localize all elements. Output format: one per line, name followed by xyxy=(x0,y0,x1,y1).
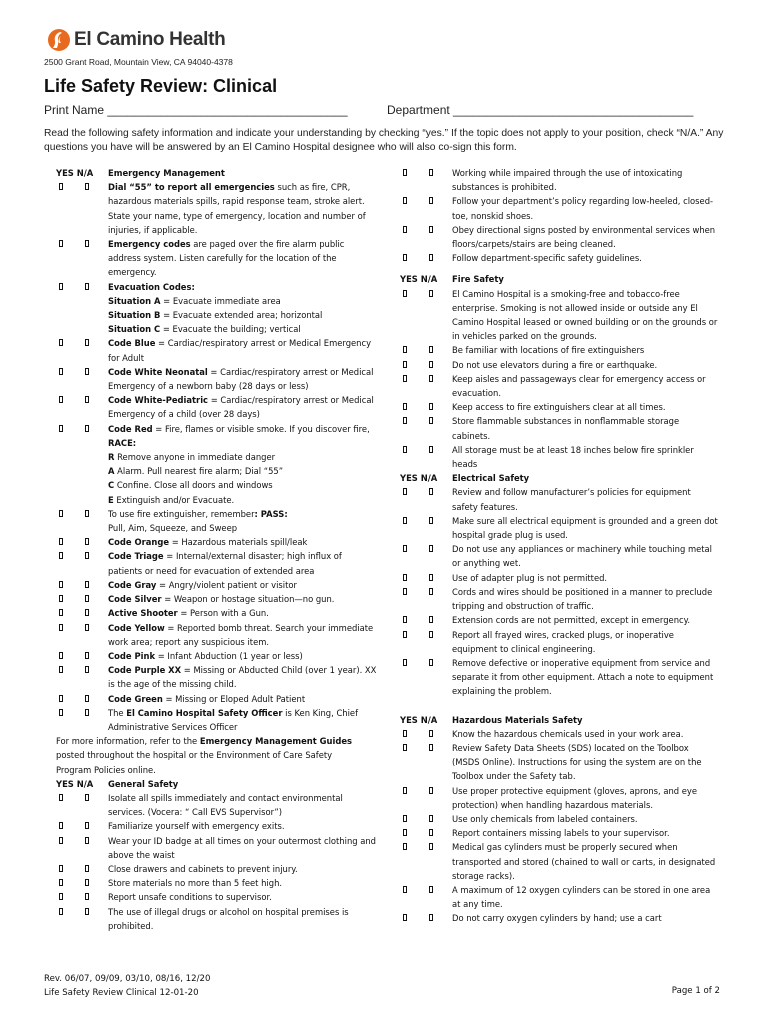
checklist-item: Use proper protective equipment (gloves, aprons, and eye protection) when handling hazardous materials. xyxy=(400,784,718,812)
na-checkbox[interactable] xyxy=(85,609,89,616)
checklist-item: Code Triage = Internal/external disaster; high influx of patients or need for evacuation of extended area xyxy=(56,549,378,577)
checklist-item: Report all frayed wires, cracked plugs, or inoperative equipment to clinical engineering. xyxy=(400,628,718,656)
na-checkbox[interactable] xyxy=(429,545,433,552)
na-checkbox[interactable] xyxy=(85,837,89,844)
checklist-item: Code Pink = Infant Abduction (1 year or less) xyxy=(56,649,378,663)
na-checkbox[interactable] xyxy=(85,822,89,829)
na-checkbox[interactable] xyxy=(85,183,89,190)
checklist-item: Code Green = Missing or Eloped Adult Patient xyxy=(56,692,378,706)
yes-checkbox[interactable] xyxy=(59,425,63,432)
na-checkbox[interactable] xyxy=(85,552,89,559)
na-checkbox[interactable] xyxy=(85,695,89,702)
na-checkbox[interactable] xyxy=(85,652,89,659)
section-header-general: YES N/A General Safety xyxy=(56,778,179,789)
checklist-item: Make sure all electrical equipment is grounded and a green dot hospital grade plug is used. xyxy=(400,514,718,542)
checklist-item: Code Gray = Angry/violent patient or visitor xyxy=(56,578,378,592)
section-header-hazardous: YES N/A Hazardous Materials Safety xyxy=(400,714,583,725)
na-checkbox[interactable] xyxy=(429,417,433,424)
yes-checkbox[interactable] xyxy=(59,666,63,673)
checklist-item: Know the hazardous chemicals used in your work area. xyxy=(400,727,718,741)
yes-checkbox[interactable] xyxy=(403,517,407,524)
sub-line: Pull, Aim, Squeeze, and Sweep xyxy=(108,523,238,534)
yes-checkbox[interactable] xyxy=(59,609,63,616)
checklist-item: Code White-Pediatric = Cardiac/respiratory arrest or Medical Emergency of a child (over 28 days) xyxy=(56,393,378,421)
sub-line: Situation C = Evacuate the building; vertical xyxy=(108,324,301,335)
yes-checkbox[interactable] xyxy=(59,893,63,900)
yes-checkbox[interactable] xyxy=(403,914,407,921)
yes-checkbox[interactable] xyxy=(403,545,407,552)
na-checkbox[interactable] xyxy=(429,588,433,595)
na-checkbox[interactable] xyxy=(85,879,89,886)
na-checkbox[interactable] xyxy=(429,815,433,822)
sub-line: C Confine. Close all doors and windows xyxy=(108,480,273,491)
na-checkbox[interactable] xyxy=(85,538,89,545)
section-header-emergency xyxy=(56,166,378,180)
na-checkbox[interactable] xyxy=(429,829,433,836)
item-text: such as fire, CPR, hazardous materials spills, rapid response team, stroke alert. State your name, type of emergency, location and number of injuries, if applicable. xyxy=(108,182,366,235)
checklist-item: Wear your ID badge at all times on your outermost clothing and above the waist xyxy=(56,834,378,862)
yes-checkbox[interactable] xyxy=(403,829,407,836)
yes-checkbox[interactable] xyxy=(59,283,63,290)
yes-checkbox[interactable] xyxy=(403,730,407,737)
checklist-item: Code White Neonatal = Cardiac/respiratory arrest or Medical Emergency of a newborn baby (28 days or less) xyxy=(56,365,378,393)
item-bold: Dial “55” to report all emergencies xyxy=(108,182,275,193)
more-info-paragraph: For more information, refer to the Emergency Management Guides posted throughout the hospital or the Environment of Care Safety Program Policies online. xyxy=(56,736,353,775)
yes-checkbox[interactable] xyxy=(59,396,63,403)
logo xyxy=(48,27,225,53)
na-checkbox[interactable] xyxy=(429,787,433,794)
sub-line: A Alarm. Pull nearest fire alarm; Dial “55” xyxy=(108,466,284,477)
na-checkbox[interactable] xyxy=(429,488,433,495)
na-checkbox[interactable] xyxy=(85,396,89,403)
yes-checkbox[interactable] xyxy=(403,815,407,822)
print-name-field[interactable]: Print Name ____________________________________ xyxy=(44,103,348,117)
yes-checkbox[interactable] xyxy=(403,631,407,638)
yes-checkbox[interactable] xyxy=(403,488,407,495)
yes-checkbox[interactable] xyxy=(403,843,407,850)
sub-line: Situation B = Evacuate extended area; horizontal xyxy=(108,310,323,321)
yes-checkbox[interactable] xyxy=(59,339,63,346)
yes-checkbox[interactable] xyxy=(403,375,407,382)
na-checkbox[interactable] xyxy=(429,659,433,666)
na-checkbox[interactable] xyxy=(429,616,433,623)
yes-checkbox[interactable] xyxy=(59,822,63,829)
checklist-item: A maximum of 12 oxygen cylinders can be stored in one area at any time. xyxy=(400,883,718,911)
checklist-item: Do not use elevators during a fire or earthquake. xyxy=(400,358,718,372)
na-checkbox[interactable] xyxy=(85,240,89,247)
yes-checkbox[interactable] xyxy=(403,574,407,581)
address: 2500 Grant Road, Mountain View, CA 94040-4378 xyxy=(44,57,233,67)
na-checkbox[interactable] xyxy=(85,510,89,517)
yes-checkbox[interactable] xyxy=(59,624,63,631)
el-camino-logo-icon xyxy=(48,27,70,53)
yes-checkbox[interactable] xyxy=(59,879,63,886)
checklist-item: Do not carry oxygen cylinders by hand; use a cart xyxy=(400,911,718,925)
yes-checkbox[interactable] xyxy=(59,865,63,872)
na-checkbox[interactable] xyxy=(429,361,433,368)
yes-checkbox[interactable] xyxy=(59,794,63,801)
footer-revision xyxy=(44,972,210,1000)
na-checkbox[interactable] xyxy=(85,581,89,588)
checklist-item: Review Safety Data Sheets (SDS) located on the Toolbox (MSDS Online). Instructions for using the system are on the Toolbox under the Safety tab. xyxy=(400,741,718,784)
logo-text: El Camino Health xyxy=(74,29,226,50)
checklist-item: Keep access to fire extinguishers clear at all times. xyxy=(400,400,718,414)
na-checkbox[interactable] xyxy=(85,908,89,915)
checklist-item: The use of illegal drugs or alcohol on hospital premises is prohibited. xyxy=(56,905,378,933)
na-checkbox[interactable] xyxy=(85,595,89,602)
left-column xyxy=(56,166,378,933)
yes-checkbox[interactable] xyxy=(403,346,407,353)
checklist-item: Close drawers and cabinets to prevent injury. xyxy=(56,862,378,876)
checklist-item: Obey directional signs posted by environmental services when floors/carpets/stairs are being cleaned. xyxy=(400,223,718,251)
sub-line: E Extinguish and/or Evacuate. xyxy=(108,494,235,505)
yes-checkbox[interactable] xyxy=(59,595,63,602)
yes-checkbox[interactable] xyxy=(59,538,63,545)
yes-checkbox[interactable] xyxy=(403,787,407,794)
na-checkbox[interactable] xyxy=(429,730,433,737)
na-checkbox[interactable] xyxy=(85,865,89,872)
yes-checkbox[interactable] xyxy=(403,886,407,893)
na-checkbox[interactable] xyxy=(85,283,89,290)
checklist-item: El Camino Hospital is a smoking-free and tobacco-free enterprise. Smoking is not allowed inside or outside any El Camino Hospital leased or owned building or on the grounds or in vehicles parked on the grounds. xyxy=(400,287,718,344)
checklist-item: Cords and wires should be positioned in a manner to preclude tripping and obstruction of traffic. xyxy=(400,585,718,613)
section-header-fire: YES N/A Fire Safety xyxy=(400,274,504,285)
yes-checkbox[interactable] xyxy=(403,169,407,176)
na-checkbox[interactable] xyxy=(85,425,89,432)
yes-checkbox[interactable] xyxy=(403,361,407,368)
print-name-row xyxy=(44,103,734,117)
item-text: are paged over the fire alarm public address system. Listen carefully for the location of the emergency. xyxy=(108,239,345,278)
na-checkbox[interactable] xyxy=(429,843,433,850)
checklist-item: Keep aisles and passageways clear for emergency access or evacuation. xyxy=(400,372,718,400)
yes-checkbox[interactable] xyxy=(403,446,407,453)
checklist-item xyxy=(56,280,378,294)
na-checkbox[interactable] xyxy=(85,368,89,375)
yes-na-header: YES N/A xyxy=(56,168,94,178)
na-checkbox[interactable] xyxy=(429,574,433,581)
yes-checkbox[interactable] xyxy=(403,254,407,261)
yes-checkbox[interactable] xyxy=(59,240,63,247)
page-title: Life Safety Review: Clinical xyxy=(44,76,278,96)
checklist-item: The El Camino Hospital Safety Officer is Ken King, Chief Administrative Services Officer xyxy=(56,706,378,734)
section-title: Emergency Management xyxy=(108,168,225,178)
item-bold: Evacuation Codes: xyxy=(108,281,195,292)
checklist-item: Familiarize yourself with emergency exits. xyxy=(56,819,378,833)
document-id: Life Safety Review Clinical 12-01-20 xyxy=(44,988,199,998)
page-number: Page 1 of 2 xyxy=(671,986,720,996)
checklist-item: Store flammable substances in nonflammable storage cabinets. xyxy=(400,414,718,442)
yes-checkbox[interactable] xyxy=(59,183,63,190)
yes-checkbox[interactable] xyxy=(403,744,407,751)
checklist-item: Code Blue = Cardiac/respiratory arrest or Medical Emergency for Adult xyxy=(56,336,378,364)
checklist-item: Do not use any appliances or machinery while touching metal or anything wet. xyxy=(400,542,718,570)
checklist-item: Medical gas cylinders must be properly secured when transported and stored (chained to wall or carts, in designated storage racks). xyxy=(400,840,718,883)
yes-checkbox[interactable] xyxy=(59,709,63,716)
checklist-item: Code Yellow = Reported bomb threat. Search your immediate work area; report any suspicious item. xyxy=(56,621,378,649)
checklist-item: Active Shooter = Person with a Gun. xyxy=(56,606,378,620)
na-checkbox[interactable] xyxy=(429,290,433,297)
checklist-item xyxy=(56,237,378,280)
checklist-item: To use fire extinguisher, remember: PASS: xyxy=(56,507,378,521)
department-field[interactable]: Department ____________________________________ xyxy=(387,103,694,117)
checklist-item xyxy=(56,180,378,237)
yes-checkbox[interactable] xyxy=(59,552,63,559)
checklist-item: Follow your department’s policy regarding low-heeled, closed-toe, nonskid shoes. xyxy=(400,194,718,222)
yes-checkbox[interactable] xyxy=(59,695,63,702)
na-checkbox[interactable] xyxy=(429,914,433,921)
na-checkbox[interactable] xyxy=(429,886,433,893)
na-checkbox[interactable] xyxy=(429,169,433,176)
checklist-item: Code Purple XX = Missing or Abducted Child (over 1 year). XX is the age of the missing child. xyxy=(56,663,378,691)
na-checkbox[interactable] xyxy=(85,709,89,716)
na-checkbox[interactable] xyxy=(85,794,89,801)
na-checkbox[interactable] xyxy=(429,403,433,410)
right-column xyxy=(400,166,718,926)
sub-line: R Remove anyone in immediate danger xyxy=(108,452,276,463)
na-checkbox[interactable] xyxy=(429,446,433,453)
checklist-item: Code Silver = Weapon or hostage situation—no gun. xyxy=(56,592,378,606)
sub-line: Situation A = Evacuate immediate area xyxy=(108,295,281,306)
na-checkbox[interactable] xyxy=(429,346,433,353)
na-checkbox[interactable] xyxy=(429,517,433,524)
checklist-item: Follow department-specific safety guidelines. xyxy=(400,251,718,265)
na-checkbox[interactable] xyxy=(85,339,89,346)
na-checkbox[interactable] xyxy=(429,375,433,382)
yes-checkbox[interactable] xyxy=(59,652,63,659)
checklist-item: Store materials no more than 5 feet high. xyxy=(56,876,378,890)
checklist-item: Use of adapter plug is not permitted. xyxy=(400,571,718,585)
na-checkbox[interactable] xyxy=(85,666,89,673)
checklist-item: Isolate all spills immediately and contact environmental services. (Vocera: “ Call EVS Supervisor”) xyxy=(56,791,378,819)
na-checkbox[interactable] xyxy=(85,893,89,900)
yes-checkbox[interactable] xyxy=(403,197,407,204)
na-checkbox[interactable] xyxy=(85,624,89,631)
revision-dates: Rev. 06/07, 09/09, 03/10, 08/16, 12/20 xyxy=(44,974,211,984)
checklist-item: Working while impaired through the use of intoxicating substances is prohibited. xyxy=(400,166,718,194)
yes-checkbox[interactable] xyxy=(403,659,407,666)
na-checkbox[interactable] xyxy=(429,631,433,638)
checklist-item: Code Orange = Hazardous materials spill/leak xyxy=(56,535,378,549)
checklist-item: Report unsafe conditions to supervisor. xyxy=(56,890,378,904)
intro-text: Read the following safety information and indicate your understanding by checking “yes.” If the topic does not apply to your position, check “N/A.” Any questions you have will be answered by an El Camino Hospital designee who will also co-sign this form. xyxy=(44,128,724,153)
na-checkbox[interactable] xyxy=(429,254,433,261)
checklist-item: Be familiar with locations of fire extinguishers xyxy=(400,343,718,357)
yes-checkbox[interactable] xyxy=(403,226,407,233)
checklist-item: Code Red = Fire, flames or visible smoke. If you discover fire, RACE: xyxy=(56,422,378,450)
yes-checkbox[interactable] xyxy=(403,616,407,623)
yes-checkbox[interactable] xyxy=(403,403,407,410)
checklist-item: All storage must be at least 18 inches below fire sprinkler heads xyxy=(400,443,718,471)
yes-checkbox[interactable] xyxy=(403,588,407,595)
checklist-item: Report containers missing labels to your supervisor. xyxy=(400,826,718,840)
na-checkbox[interactable] xyxy=(429,197,433,204)
yes-checkbox[interactable] xyxy=(403,417,407,424)
yes-checkbox[interactable] xyxy=(59,510,63,517)
yes-checkbox[interactable] xyxy=(59,581,63,588)
checklist-item: Remove defective or inoperative equipment from service and separate it from other equipment. Attach a note to equipment explaining the problem. xyxy=(400,656,718,699)
yes-checkbox[interactable] xyxy=(59,368,63,375)
checklist-item: Extension cords are not permitted, except in emergency. xyxy=(400,613,718,627)
na-checkbox[interactable] xyxy=(429,226,433,233)
checklist-item: Use only chemicals from labeled containers. xyxy=(400,812,718,826)
item-bold: Emergency codes xyxy=(108,239,191,250)
checklist-item: Review and follow manufacturer’s policies for equipment safety features. xyxy=(400,485,718,513)
yes-checkbox[interactable] xyxy=(59,908,63,915)
yes-checkbox[interactable] xyxy=(59,837,63,844)
yes-checkbox[interactable] xyxy=(403,290,407,297)
na-checkbox[interactable] xyxy=(429,744,433,751)
section-header-electrical: YES N/A Electrical Safety xyxy=(400,473,530,484)
